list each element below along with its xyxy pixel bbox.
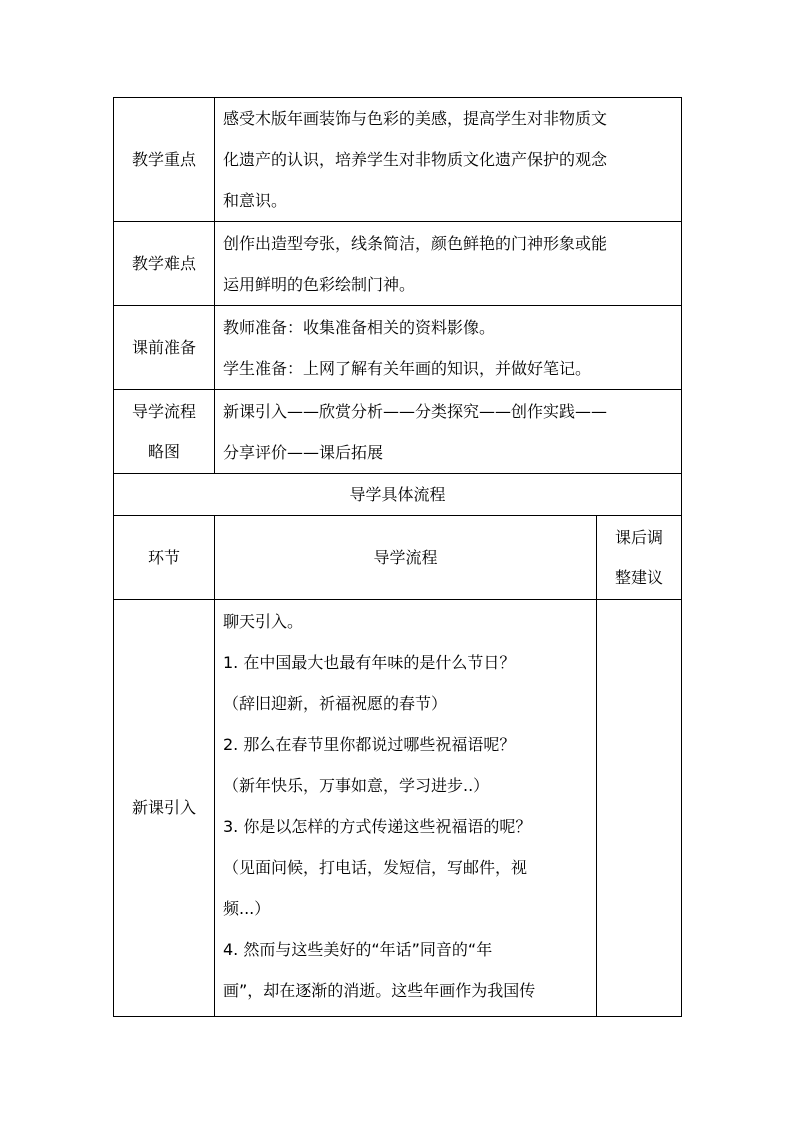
section-title-row (114, 474, 682, 516)
content-line: （辞旧迎新，祈福祝愿的春节） (223, 694, 448, 713)
label-line: 略图 (147, 441, 180, 461)
content-line: 创作出造型夸张，线条简洁，颜色鲜艳的门神形象或能 (223, 233, 608, 253)
label-line: 导学流程 (131, 401, 196, 421)
difficulties-content (215, 222, 682, 306)
header-suggestion (597, 516, 682, 600)
content-line: 画”，却在逐渐的消逝。这些年画作为我国传 (223, 981, 536, 1000)
header-suggestion-line: 整建议 (615, 567, 664, 587)
preparation-label: 课前准备 (114, 306, 215, 390)
content-line: 3. 你是以怎样的方式传递这些祝福语的呢？ (223, 817, 532, 836)
content-line: 感受木版年画装饰与色彩的美感，提高学生对非物质文 (223, 109, 608, 128)
content-line: 分享评价——课后拓展 (223, 442, 384, 462)
flow-overview-content (215, 390, 682, 474)
key-points-content (215, 98, 682, 222)
difficulties-label: 教学难点 (114, 222, 215, 306)
content-line: 频...） (223, 899, 271, 918)
section-title: 导学具体流程 (114, 474, 682, 516)
content-line: 4. 然而与这些美好的“年话”同音的“年 (223, 940, 493, 959)
content-line: 1. 在中国最大也最有年味的是什么节日？ (223, 653, 516, 672)
header-suggestion-line: 课后调 (615, 527, 664, 547)
content-line: 和意识。 (223, 191, 288, 210)
lead-in-content (215, 600, 597, 1017)
flow-overview-label (114, 390, 215, 474)
preparation-row (114, 306, 682, 390)
content-line: 化遗产的认识，培养学生对非物质文化遗产保护的观念 (223, 150, 608, 169)
lead-in-label: 新课引入 (114, 600, 215, 1017)
lead-in-suggestion (597, 600, 682, 1017)
lesson-plan-table (113, 97, 682, 1017)
content-line: （新年快乐，万事如意，学习进步..） (223, 776, 490, 795)
header-row (114, 516, 682, 600)
content-line: 学生准备：上网了解有关年画的知识，并做好笔记。 (223, 358, 592, 378)
content-line: 聊天引入。 (223, 612, 304, 631)
preparation-content (215, 306, 682, 390)
header-stage: 环节 (114, 516, 215, 600)
content-line: 2. 那么在春节里你都说过哪些祝福语呢？ (223, 735, 516, 754)
content-line: 教师准备：收集准备相关的资料影像。 (223, 317, 496, 337)
header-flow: 导学流程 (215, 516, 597, 600)
content-line: 运用鲜明的色彩绘制门神。 (223, 274, 416, 294)
content-line: 新课引入——欣赏分析——分类探究——创作实践—— (223, 401, 608, 421)
key-points-row (114, 98, 682, 222)
flow-overview-row (114, 390, 682, 474)
lead-in-row (114, 600, 682, 1017)
content-line: （见面问候，打电话，发短信，写邮件，视 (223, 858, 528, 877)
key-points-label: 教学重点 (114, 98, 215, 222)
difficulties-row (114, 222, 682, 306)
